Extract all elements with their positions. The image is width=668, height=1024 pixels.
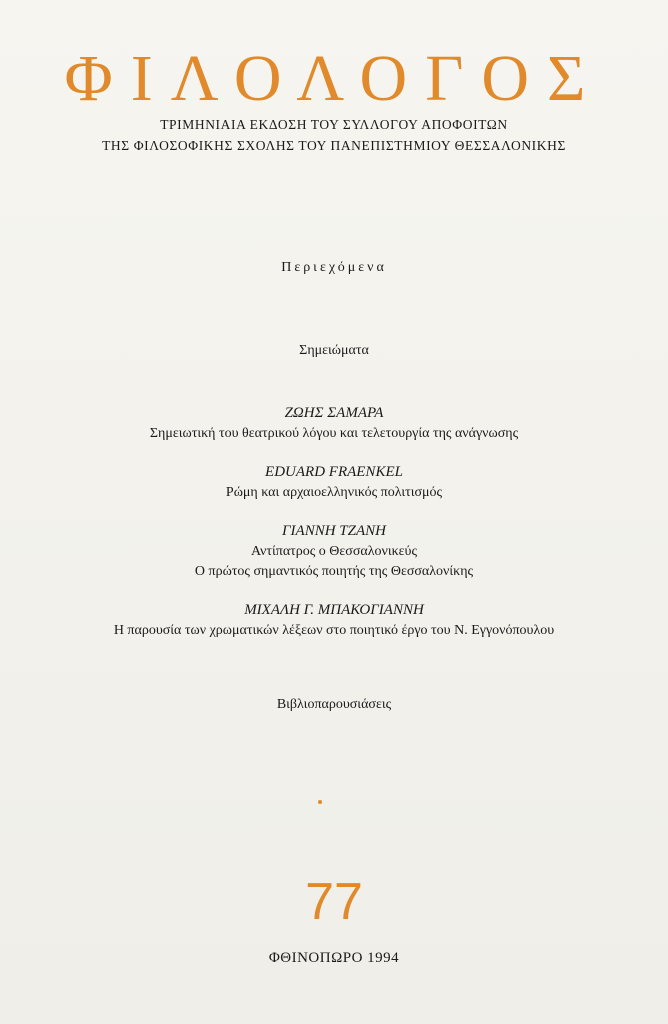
- entry-title: Σημειωτική του θεατρικού λόγου και τελετουργία της ανάγνωσης: [149, 426, 519, 441]
- entry-title: Ρώμη και αρχαιοελληνικός πολιτισμός: [225, 485, 443, 500]
- contents-entry: [0, 600, 668, 641]
- contents-entry: [0, 521, 668, 582]
- issue-season: ΦΘΙΝΟΠΩΡΟ 1994: [268, 950, 400, 966]
- entry-title: Η παρουσία των χρωματικών λέξεων στο ποιητικό έργο του Ν. Εγγονόπουλου: [113, 623, 555, 638]
- contents-entry: [0, 403, 668, 444]
- contents-entries: [0, 403, 668, 659]
- entry-subtitle: Ο πρώτος σημαντικός ποιητής της Θεσσαλονίκης: [194, 564, 474, 579]
- contents-entry: [0, 462, 668, 503]
- entry-author: ΜΙΧΑΛΗ Γ. ΜΠΑΚΟΓΙΑΝΝΗ: [244, 602, 424, 618]
- journal-subtitle-line-2: ΤΗΣ ΦΙΛΟΣΟΦΙΚΗΣ ΣΧΟΛΗΣ ΤΟΥ ΠΑΝΕΠΙΣΤΗΜΙΟΥ ΘΕΣΣΑΛΟΝΙΚΗΣ: [102, 138, 566, 153]
- entry-author: ΓΙΑΝΝΗ ΤΖΑΝΗ: [282, 523, 386, 539]
- entry-author: ΖΩΗΣ ΣΑΜΑΡΑ: [284, 405, 384, 421]
- masthead: [0, 44, 668, 156]
- decorative-dot: [318, 800, 322, 804]
- journal-title: ΦΙΛΟΛΟΓΟΣ: [64, 42, 604, 115]
- contents-heading: Περιεχόμενα: [281, 260, 387, 275]
- entry-title: Αντίπατρος ο Θεσσαλονικεύς: [250, 544, 418, 559]
- reviews-section-label: Βιβλιοπαρουσιάσεις: [276, 697, 392, 712]
- entry-author: EDUARD FRAENKEL: [265, 464, 403, 480]
- issue-number: 77: [305, 873, 363, 931]
- notes-section-label: Σημειώματα: [299, 343, 369, 358]
- journal-subtitle-line-1: ΤΡΙΜΗΝΙΑΙΑ ΕΚΔΟΣΗ ΤΟΥ ΣΥΛΛΟΓΟΥ ΑΠΟΦΟΙΤΩΝ: [160, 117, 508, 132]
